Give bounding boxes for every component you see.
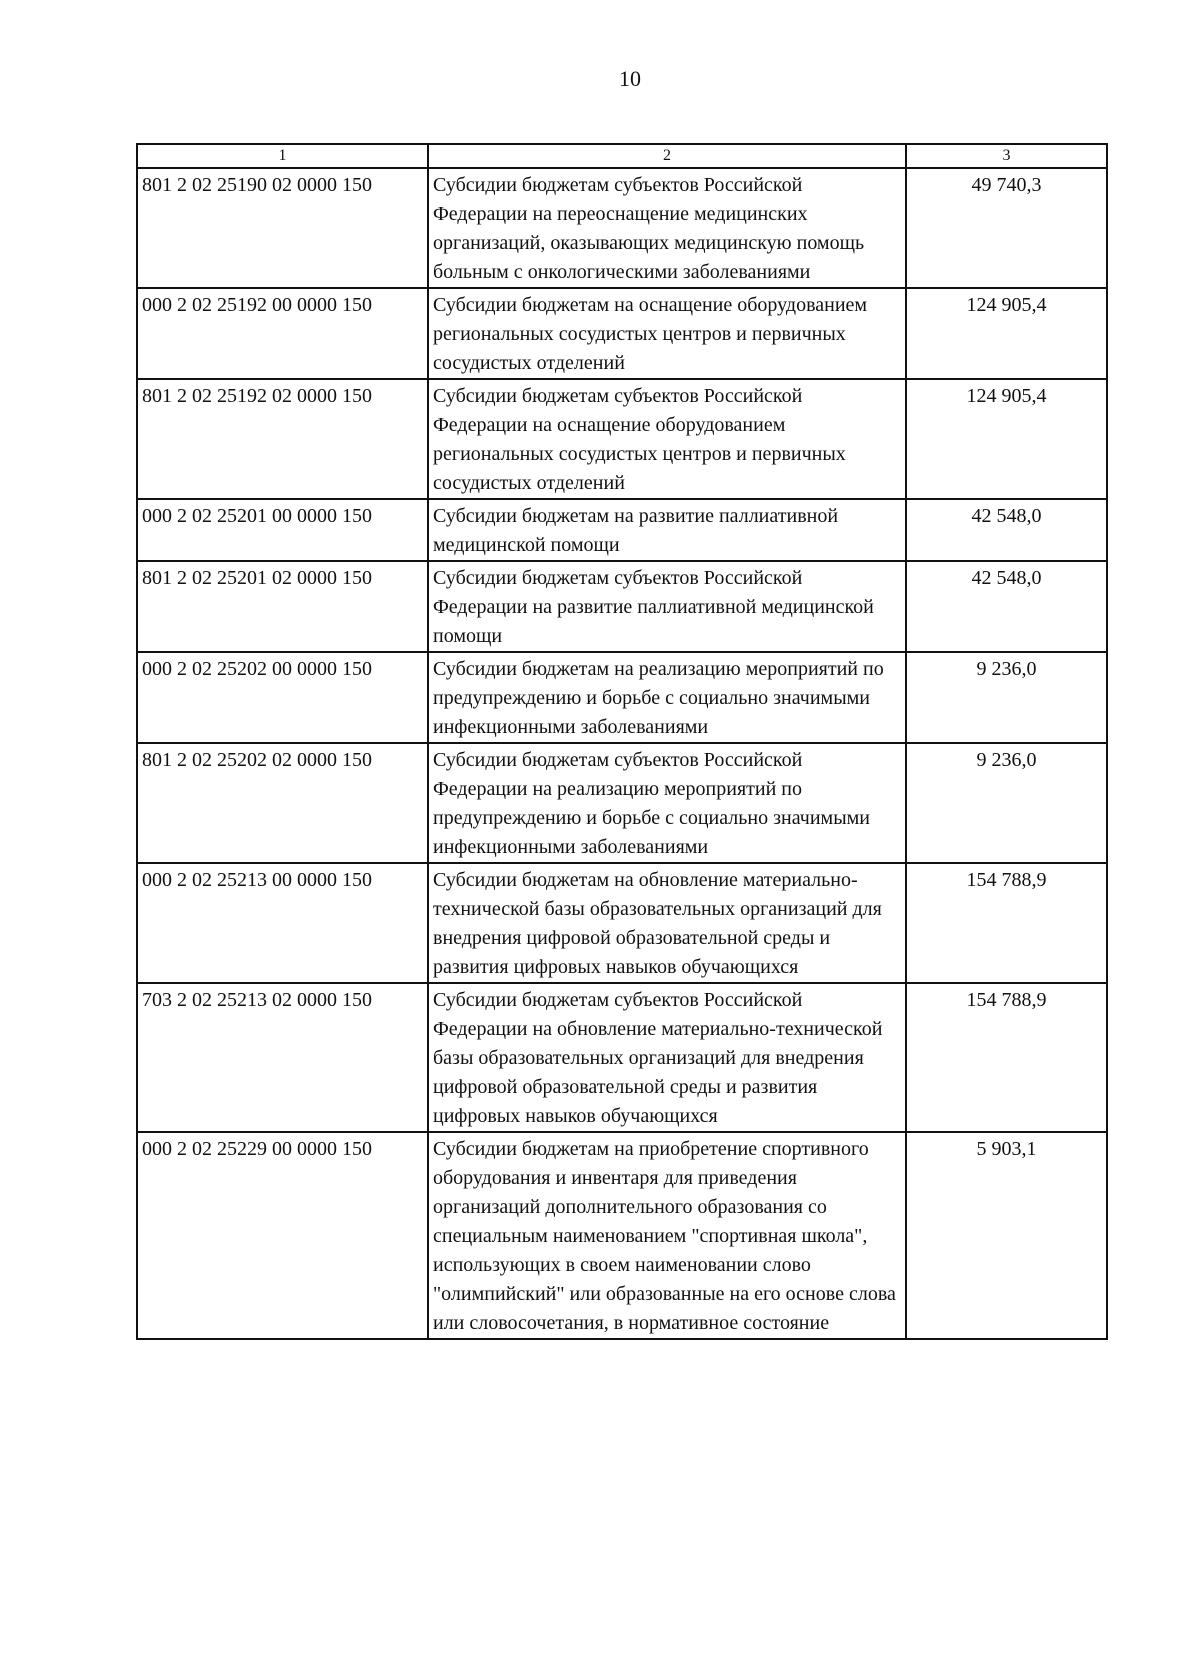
row-code: 801 2 02 25190 02 0000 150 xyxy=(137,168,428,288)
row-code: 703 2 02 25213 02 0000 150 xyxy=(137,983,428,1132)
row-amount: 9 236,0 xyxy=(906,652,1107,743)
row-description: Субсидии бюджетам на развитие паллиативной медицинской помощи xyxy=(428,499,906,561)
row-description: Субсидии бюджетам субъектов Российской Федерации на обновление материально-технической базы образовательных организаций для внедрения цифровой образовательной среды и развития цифровых навыков обучающихся xyxy=(428,983,906,1132)
row-amount: 154 788,9 xyxy=(906,983,1107,1132)
row-code: 000 2 02 25229 00 0000 150 xyxy=(137,1132,428,1339)
row-amount: 9 236,0 xyxy=(906,743,1107,863)
table-row xyxy=(137,743,1107,863)
column-header-amount: 3 xyxy=(906,144,1107,168)
row-description: Субсидии бюджетам субъектов Российской Федерации на оснащение оборудованием региональных сосудистых центров и первичных сосудистых отделений xyxy=(428,379,906,499)
table-row xyxy=(137,561,1107,652)
table-row xyxy=(137,652,1107,743)
table-row xyxy=(137,1132,1107,1339)
row-description: Субсидии бюджетам на реализацию мероприятий по предупреждению и борьбе с социально значимыми инфекционными заболеваниями xyxy=(428,652,906,743)
row-description: Субсидии бюджетам на обновление материально-технической базы образовательных организаций для внедрения цифровой образовательной среды и развития цифровых навыков обучающихся xyxy=(428,863,906,983)
table-row xyxy=(137,379,1107,499)
budget-table xyxy=(136,143,1108,1340)
row-code: 000 2 02 25192 00 0000 150 xyxy=(137,288,428,379)
row-code: 801 2 02 25201 02 0000 150 xyxy=(137,561,428,652)
row-code: 000 2 02 25202 00 0000 150 xyxy=(137,652,428,743)
row-code: 801 2 02 25192 02 0000 150 xyxy=(137,379,428,499)
table-row xyxy=(137,168,1107,288)
row-description: Субсидии бюджетам на приобретение спортивного оборудования и инвентаря для приведения организаций дополнительного образования со специальным наименованием "спортивная школа", использующих в своем наименовании слово "олимпийский" или образованные на его основе слова или словосочетания, в нормативное состояние xyxy=(428,1132,906,1339)
page-number: 10 xyxy=(619,66,641,91)
row-code: 000 2 02 25201 00 0000 150 xyxy=(137,499,428,561)
column-header-description: 2 xyxy=(428,144,906,168)
row-code: 801 2 02 25202 02 0000 150 xyxy=(137,743,428,863)
row-amount: 42 548,0 xyxy=(906,561,1107,652)
table-row xyxy=(137,499,1107,561)
row-description: Субсидии бюджетам субъектов Российской Федерации на реализацию мероприятий по предупреждению и борьбе с социально значимыми инфекционными заболеваниями xyxy=(428,743,906,863)
row-description: Субсидии бюджетам субъектов Российской Федерации на развитие паллиативной медицинской помощи xyxy=(428,561,906,652)
column-header-code: 1 xyxy=(137,144,428,168)
row-code: 000 2 02 25213 00 0000 150 xyxy=(137,863,428,983)
row-amount: 124 905,4 xyxy=(906,379,1107,499)
row-description: Субсидии бюджетам на оснащение оборудованием региональных сосудистых центров и первичных сосудистых отделений xyxy=(428,288,906,379)
row-amount: 124 905,4 xyxy=(906,288,1107,379)
row-amount: 5 903,1 xyxy=(906,1132,1107,1339)
table-row xyxy=(137,983,1107,1132)
row-amount: 42 548,0 xyxy=(906,499,1107,561)
table-row xyxy=(137,863,1107,983)
table-row xyxy=(137,288,1107,379)
row-amount: 49 740,3 xyxy=(906,168,1107,288)
row-description: Субсидии бюджетам субъектов Российской Федерации на переоснащение медицинских организаций, оказывающих медицинскую помощь больным с онкологическими заболеваниями xyxy=(428,168,906,288)
header-row xyxy=(137,144,1107,168)
row-amount: 154 788,9 xyxy=(906,863,1107,983)
